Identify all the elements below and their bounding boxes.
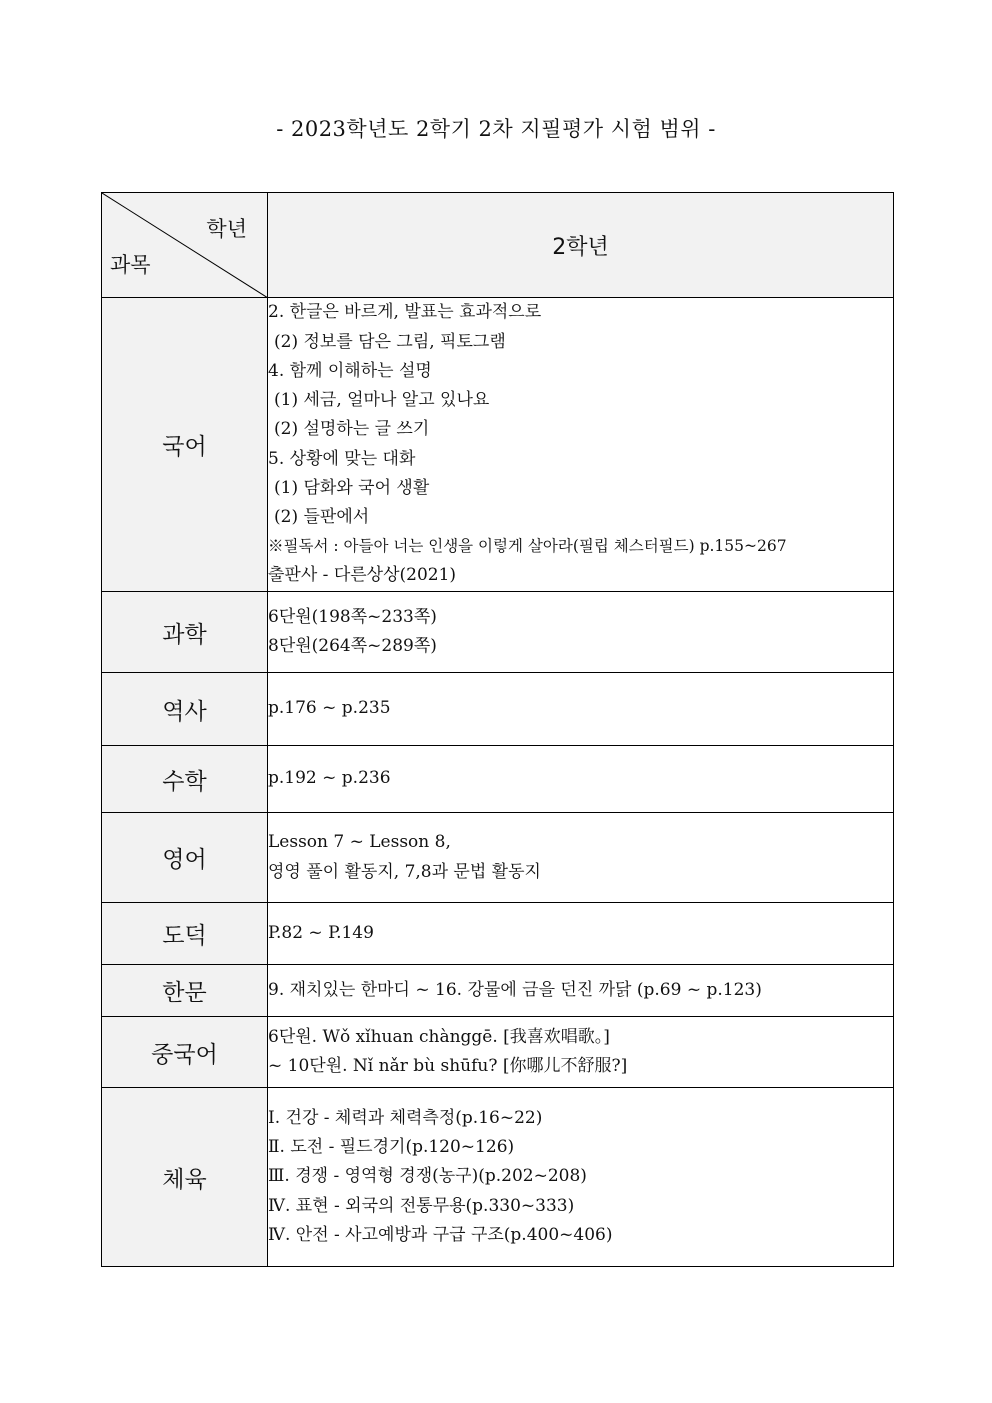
range-line: 8단원(264쪽~289쪽) xyxy=(268,636,437,656)
range-line: 출판사 - 다른상상(2021) xyxy=(268,565,457,586)
range-line: 6단원. Wǒ xǐhuan chànggē. [我喜欢唱歌。] xyxy=(268,1026,610,1047)
range-line: Ⅰ. 건강 - 체력과 체력측정(p.16~22) xyxy=(268,1107,543,1128)
range-line: (1) 담화와 국어 생활 xyxy=(274,477,430,498)
range-line: Lesson 7 ~ Lesson 8, xyxy=(268,832,451,853)
table-row-math xyxy=(102,746,894,813)
subject-hanmun: 한문 xyxy=(102,965,268,1017)
range-line: 9. 재치있는 한마디 ~ 16. 강물에 금을 던진 까닭 (p.69 ~ p.123) xyxy=(268,979,762,1000)
range-korean xyxy=(268,298,894,592)
range-line: p.192 ~ p.236 xyxy=(268,768,391,789)
table-row-history xyxy=(102,673,894,746)
range-line: (2) 정보를 담은 그림, 픽토그램 xyxy=(274,331,506,352)
grade-axis-label: 학년 xyxy=(206,217,247,241)
range-line: ※필독서 : 아들아 너는 인생을 이렇게 살아라(필립 체스터필드) p.155~267 xyxy=(268,537,787,556)
grade-header: 2학년 xyxy=(268,193,894,298)
range-line: 5. 상황에 맞는 대화 xyxy=(268,448,416,469)
range-line: 영영 풀이 활동지, 7,8과 문법 활동지 xyxy=(268,861,541,882)
range-line: 2. 한글은 바르게, 발표는 효과적으로 xyxy=(268,302,542,323)
table-row-ethics xyxy=(102,903,894,965)
range-line: Ⅳ. 안전 - 사고예방과 구급 구조(p.400~406) xyxy=(268,1224,613,1245)
range-line: P.82 ~ P.149 xyxy=(268,922,374,943)
range-line: p.176 ~ p.235 xyxy=(268,698,391,719)
subject-pe: 체육 xyxy=(102,1088,268,1267)
table-row-korean xyxy=(102,298,894,592)
table-row-chinese xyxy=(102,1017,894,1088)
table-header-row xyxy=(102,193,894,298)
range-line: Ⅳ. 표현 - 외국의 전통무용(p.330~333) xyxy=(268,1195,575,1216)
subject-ethics: 도덕 xyxy=(102,903,268,965)
table-row-pe xyxy=(102,1088,894,1267)
subject-korean: 국어 xyxy=(102,298,268,592)
page-title: - 2023학년도 2학기 2차 지필평가 시험 범위 - xyxy=(276,117,716,141)
table-row-science xyxy=(102,592,894,673)
range-chinese xyxy=(268,1017,894,1088)
table-row-english xyxy=(102,813,894,903)
range-line: Ⅱ. 도전 - 필드경기(p.120~126) xyxy=(268,1137,515,1158)
subject-english: 영어 xyxy=(102,813,268,903)
range-history xyxy=(268,673,894,746)
corner-header-cell xyxy=(102,193,268,298)
range-line: (2) 들판에서 xyxy=(274,506,370,527)
range-line: (1) 세금, 얼마나 알고 있나요 xyxy=(274,390,490,411)
subject-science: 과학 xyxy=(102,592,268,673)
range-ethics xyxy=(268,903,894,965)
diagonal-divider xyxy=(102,193,268,298)
range-hanmun xyxy=(268,965,894,1017)
range-line: (2) 설명하는 글 쓰기 xyxy=(274,419,430,440)
range-line: 4. 함께 이해하는 설명 xyxy=(268,360,432,381)
subject-math: 수학 xyxy=(102,746,268,813)
range-science xyxy=(268,592,894,673)
subject-axis-label: 과목 xyxy=(110,253,151,277)
subject-history: 역사 xyxy=(102,673,268,746)
exam-range-table xyxy=(101,192,894,1267)
range-english xyxy=(268,813,894,903)
range-line: ~ 10단원. Nǐ nǎr bù shūfu? [你哪儿不舒服?] xyxy=(268,1056,628,1076)
range-pe xyxy=(268,1088,894,1267)
table-row-hanmun xyxy=(102,965,894,1017)
range-line: Ⅲ. 경쟁 - 영역형 경쟁(농구)(p.202~208) xyxy=(268,1166,587,1187)
range-math xyxy=(268,746,894,813)
subject-chinese: 중국어 xyxy=(102,1017,268,1088)
range-line: 6단원(198쪽~233쪽) xyxy=(268,606,437,627)
